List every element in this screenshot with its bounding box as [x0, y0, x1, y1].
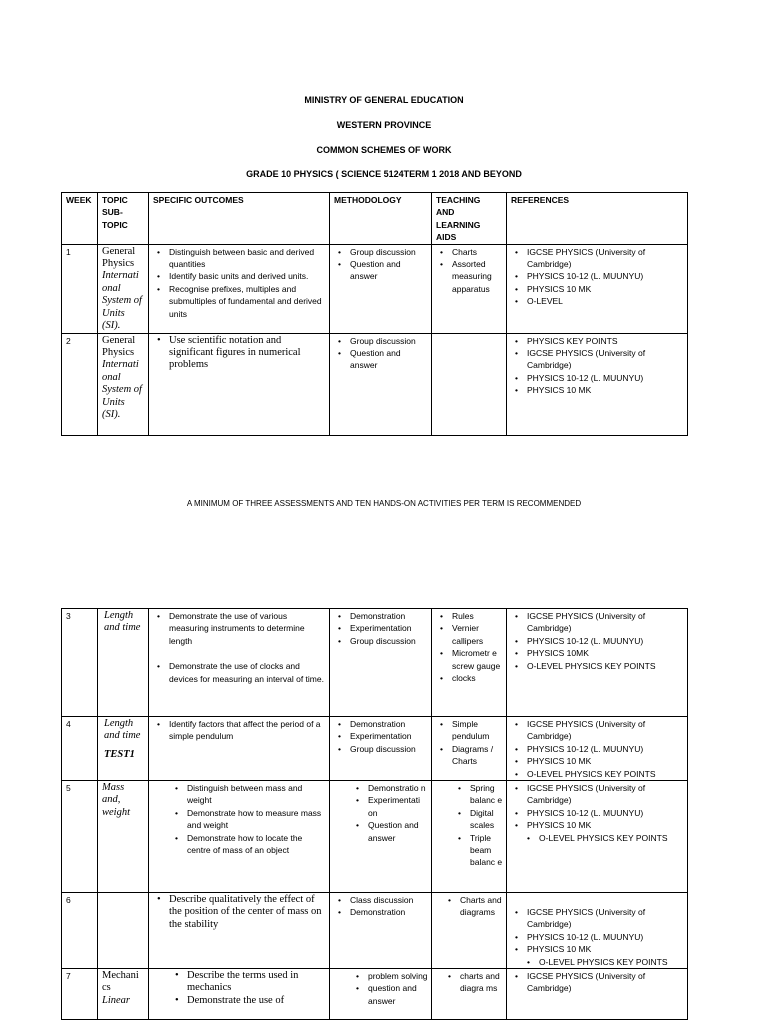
col-aids-line: LEARNING — [436, 219, 481, 230]
outcomes-cell — [149, 893, 330, 969]
reference-item: • IGCSE PHYSICS (University of Cambridge) — [527, 246, 684, 271]
reference-item: • PHYSICS 10-12 (L. MUUNYU) — [527, 270, 684, 282]
outcome-item: • Identify basic units and derived units. — [169, 270, 326, 282]
reference-item: • PHYSICS 10MK — [527, 647, 684, 659]
references-cell — [507, 717, 688, 781]
grade-title: GRADE 10 PHYSICS ( SCIENCE 5124TERM 1 2018 AND BEYOND — [246, 169, 522, 179]
aids-cell — [432, 333, 507, 435]
outcome-item: • Recognise prefixes, multiples and submultiples of fundamental and derived units — [169, 283, 326, 320]
topic-text: General Physics — [102, 334, 136, 359]
topic-cell — [98, 717, 149, 781]
reference-item: • IGCSE PHYSICS (University of Cambridge) — [527, 347, 684, 372]
aid-item: • Charts and diagrams — [460, 894, 503, 919]
col-outcomes: SPECIFIC OUTCOMES — [149, 193, 330, 245]
province-title: WESTERN PROVINCE — [336, 120, 432, 130]
aid-item: • Micrometr e screw gauge — [452, 647, 503, 672]
col-aids — [432, 193, 507, 245]
reference-item: • PHYSICS 10 MK — [527, 384, 684, 396]
methodology-cell — [330, 969, 432, 1020]
method-item: • Experimentation — [350, 730, 428, 742]
week-cell: 7 — [62, 969, 98, 1020]
reference-item: • PHYSICS 10-12 (L. MUUNYU) — [527, 743, 684, 755]
aids-cell — [432, 781, 507, 893]
method-item: • Group discussion — [350, 635, 428, 647]
reference-item: • PHYSICS 10 MK — [527, 283, 684, 295]
table-row — [62, 244, 688, 333]
method-item: • Group discussion — [350, 246, 428, 258]
col-aids-line: AIDS — [436, 232, 457, 243]
aid-item: • Spring balanc e — [470, 782, 503, 807]
col-references: REFERENCES — [507, 193, 688, 245]
aids-cell — [432, 717, 507, 781]
test-label: TEST1 — [104, 748, 135, 760]
outcomes-cell — [149, 609, 330, 717]
reference-item: • PHYSICS 10-12 (L. MUUNYU) — [527, 635, 684, 647]
methodology-cell — [330, 333, 432, 435]
reference-item: • PHYSICS 10 MK — [527, 819, 684, 831]
method-item: • Experimentati on — [368, 794, 428, 819]
aid-item: • Diagrams / Charts — [452, 743, 503, 768]
references-cell — [507, 244, 688, 333]
topic-cell — [98, 893, 149, 969]
table-row — [62, 893, 688, 969]
week-cell: 5 — [62, 781, 98, 893]
reference-item: • IGCSE PHYSICS (University of Cambridge) — [527, 782, 684, 807]
topic-text: Mass and, weight — [102, 782, 130, 818]
aid-item: • Charts — [452, 246, 503, 258]
topic-cell — [98, 969, 149, 1020]
method-item: • problem solving — [368, 970, 428, 982]
outcome-item: • Demonstrate the use of various measuring instruments to determine length — [169, 610, 326, 647]
week-cell: 2 — [62, 333, 98, 435]
references-cell — [507, 333, 688, 435]
topic-text: Mechani cs — [102, 970, 139, 994]
week-cell: 4 — [62, 717, 98, 781]
aids-cell — [432, 244, 507, 333]
method-item: • Demonstration — [350, 610, 428, 622]
outcome-item: • Use scientific notation and significant figures in numerical problems — [169, 335, 326, 372]
aids-cell — [432, 609, 507, 717]
method-item: • Class discussion — [350, 894, 428, 906]
aid-item: • Triple beam balanc e — [470, 832, 503, 869]
outcome-item: • Distinguish between mass and weight — [187, 782, 326, 807]
reference-item: • PHYSICS KEY POINTS — [527, 335, 684, 347]
references-cell — [507, 893, 688, 969]
col-methodology: METHODOLOGY — [330, 193, 432, 245]
references-cell — [507, 781, 688, 893]
reference-item: • PHYSICS 10 MK — [527, 755, 684, 767]
topic-text: General Physics — [102, 245, 136, 270]
outcome-item: • Demonstrate the use of clocks and devices for measuring an interval of time. — [169, 660, 326, 685]
topic-cell — [98, 781, 149, 893]
outcomes-cell — [149, 244, 330, 333]
col-week: WEEK — [62, 193, 98, 245]
references-cell — [507, 609, 688, 717]
reference-item: • O-LEVEL PHYSICS KEY POINTS — [539, 832, 684, 844]
table-header-row — [62, 193, 688, 245]
scheme-title: COMMON SCHEMES OF WORK — [316, 145, 452, 155]
reference-item: • IGCSE PHYSICS (University of Cambridge) — [527, 970, 684, 995]
table-row — [62, 969, 688, 1020]
method-item: • Experimentation — [350, 622, 428, 634]
assessment-note: A MINIMUM OF THREE ASSESSMENTS AND TEN HANDS-ON ACTIVITIES PER TERM IS RECOMMENDED — [186, 499, 582, 508]
references-cell — [507, 969, 688, 1020]
reference-item: • IGCSE PHYSICS (University of Cambridge) — [527, 718, 684, 743]
outcome-item: • Demonstrate how to locate the centre of mass of an object — [187, 832, 326, 857]
subtopic-text: Internati onal System of Units (SI). — [102, 270, 142, 332]
topic-text: Length and time — [104, 718, 141, 742]
method-item: • Demonstration — [350, 906, 428, 918]
reference-item: • O-LEVEL PHYSICS KEY POINTS — [527, 660, 684, 672]
col-topic — [98, 193, 149, 245]
outcomes-cell — [149, 333, 330, 435]
outcome-item: • Demonstrate how to measure mass and weight — [187, 807, 326, 832]
outcome-item: • Distinguish between basic and derived quantities — [169, 246, 326, 271]
method-item: • Question and answer — [350, 258, 428, 283]
aids-cell — [432, 893, 507, 969]
reference-item: • PHYSICS 10-12 (L. MUUNYU) — [527, 372, 684, 384]
table-row — [62, 333, 688, 435]
reference-item: • PHYSICS 10-12 (L. MUUNYU) — [527, 807, 684, 819]
reference-item: • PHYSICS 10 MK — [527, 943, 684, 955]
aid-item: • Rules — [452, 610, 503, 622]
col-topic-line: SUB- — [102, 207, 123, 218]
reference-item: • IGCSE PHYSICS (University of Cambridge) — [527, 610, 684, 635]
reference-item: • O-LEVEL — [527, 295, 684, 307]
outcomes-cell — [149, 969, 330, 1020]
subtopic-text: Linear — [102, 994, 131, 1006]
method-item: • Question and answer — [350, 347, 428, 372]
col-topic-line: TOPIC — [102, 219, 128, 230]
method-item: • Group discussion — [350, 335, 428, 347]
table-row — [62, 717, 688, 781]
topic-cell — [98, 244, 149, 333]
table-row — [62, 781, 688, 893]
reference-item: • O-LEVEL PHYSICS KEY POINTS — [527, 768, 684, 780]
methodology-cell — [330, 781, 432, 893]
week-cell: 3 — [62, 609, 98, 717]
method-item: • Demonstration — [350, 718, 428, 730]
method-item: • Question and answer — [368, 819, 428, 844]
outcome-item: • Identify factors that affect the period of a simple pendulum — [169, 718, 326, 743]
subtopic-text: Internati onal System of Units (SI). — [102, 359, 142, 421]
outcome-item: • Describe the terms used in mechanics — [187, 970, 326, 995]
aid-item: • clocks — [452, 672, 503, 684]
methodology-cell — [330, 244, 432, 333]
week-cell: 6 — [62, 893, 98, 969]
method-item: • Group discussion — [350, 743, 428, 755]
topic-text: Length and time — [104, 610, 141, 634]
aid-item: • charts and diagra ms — [460, 970, 503, 995]
methodology-cell — [330, 893, 432, 969]
topic-cell — [98, 609, 149, 717]
aid-item: • Vernier callipers — [452, 622, 503, 647]
outcomes-cell — [149, 717, 330, 781]
scheme-table-2 — [61, 608, 688, 1020]
outcomes-cell — [149, 781, 330, 893]
outcome-item: • Describe qualitatively the effect of the position of the center of mass on the stability — [169, 894, 326, 931]
table-row — [62, 609, 688, 717]
col-aids-line: AND — [436, 207, 455, 218]
method-item: • question and answer — [368, 982, 428, 1007]
aid-item: • Simple pendulum — [452, 718, 503, 743]
reference-item: • IGCSE PHYSICS (University of Cambridge) — [527, 906, 684, 931]
aid-item: • Digital scales — [470, 807, 503, 832]
reference-item: • PHYSICS 10-12 (L. MUUNYU) — [527, 931, 684, 943]
week-cell: 1 — [62, 244, 98, 333]
aid-item: • Assorted measuring apparatus — [452, 258, 503, 295]
methodology-cell — [330, 717, 432, 781]
col-topic-line: TOPIC — [102, 195, 128, 205]
col-aids-line: TEACHING — [436, 195, 481, 205]
aids-cell — [432, 969, 507, 1020]
reference-item: • O-LEVEL PHYSICS KEY POINTS — [539, 956, 684, 968]
methodology-cell — [330, 609, 432, 717]
outcome-item: • Demonstrate the use of — [187, 995, 326, 1007]
method-item: • Demonstratio n — [368, 782, 428, 794]
ministry-title: MINISTRY OF GENERAL EDUCATION — [304, 95, 464, 105]
scheme-table-1 — [61, 192, 688, 436]
topic-cell — [98, 333, 149, 435]
